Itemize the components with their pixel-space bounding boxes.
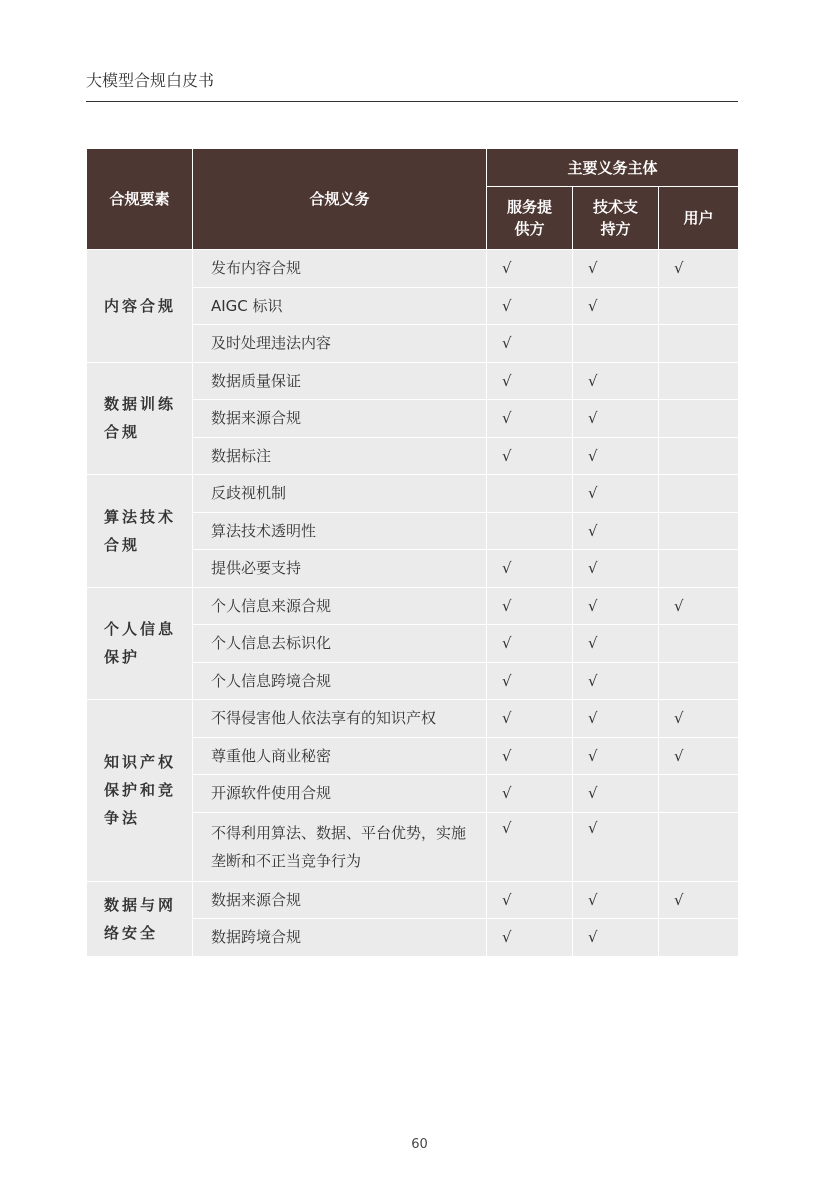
provider-check-cell: √ (487, 250, 573, 288)
obligation-cell: 提供必要支持 (193, 550, 487, 588)
obligation-cell: 不得侵害他人依法享有的知识产权 (193, 700, 487, 738)
table-row (87, 475, 739, 513)
tech-check-cell: √ (573, 662, 659, 700)
obligation-cell: 及时处理违法内容 (193, 325, 487, 363)
user-check-cell (659, 919, 739, 957)
user-check-cell (659, 362, 739, 400)
page-number: 60 (411, 1137, 428, 1152)
obligation-cell: 数据标注 (193, 437, 487, 475)
user-check-cell (659, 437, 739, 475)
compliance-element-cell: 内容合规 (87, 250, 193, 363)
obligation-cell: 数据来源合规 (193, 881, 487, 919)
table-row (87, 881, 739, 919)
table-row (87, 587, 739, 625)
provider-check-cell: √ (487, 362, 573, 400)
header-technical-supporter: 技术支持方 (573, 187, 659, 250)
tech-check-cell: √ (573, 775, 659, 813)
provider-check-cell (487, 475, 573, 513)
obligation-cell: 数据跨境合规 (193, 919, 487, 957)
obligation-cell: 个人信息跨境合规 (193, 662, 487, 700)
compliance-obligations-table (86, 148, 739, 957)
provider-check-cell: √ (487, 437, 573, 475)
table-row (87, 362, 739, 400)
provider-check-cell: √ (487, 737, 573, 775)
tech-check-cell: √ (573, 475, 659, 513)
obligation-cell: 发布内容合规 (193, 250, 487, 288)
tech-check-cell: √ (573, 625, 659, 663)
tech-check-cell: √ (573, 437, 659, 475)
tech-check-cell: √ (573, 250, 659, 288)
user-check-cell: √ (659, 881, 739, 919)
tech-check-cell: √ (573, 550, 659, 588)
obligation-cell: 开源软件使用合规 (193, 775, 487, 813)
provider-check-cell: √ (487, 662, 573, 700)
obligation-cell: 数据来源合规 (193, 400, 487, 438)
table-body (87, 250, 739, 957)
provider-check-cell: √ (487, 775, 573, 813)
user-check-cell (659, 325, 739, 363)
provider-check-cell: √ (487, 919, 573, 957)
tech-check-cell: √ (573, 400, 659, 438)
tech-check-cell: √ (573, 512, 659, 550)
user-check-cell (659, 400, 739, 438)
obligation-cell: 不得利用算法、数据、平台优势，实施垄断和不正当竞争行为 (193, 812, 487, 881)
user-check-cell (659, 775, 739, 813)
tech-check-cell: √ (573, 881, 659, 919)
tech-check-cell: √ (573, 919, 659, 957)
user-check-cell (659, 662, 739, 700)
table-row (87, 250, 739, 288)
tech-check-cell: √ (573, 587, 659, 625)
compliance-element-cell: 数据训练合规 (87, 362, 193, 475)
provider-check-cell: √ (487, 881, 573, 919)
header-user: 用户 (659, 187, 739, 250)
header-service-provider: 服务提供方 (487, 187, 573, 250)
provider-check-cell: √ (487, 550, 573, 588)
obligation-cell: 反歧视机制 (193, 475, 487, 513)
provider-check-cell: √ (487, 812, 573, 881)
provider-check-cell: √ (487, 325, 573, 363)
obligation-cell: 数据质量保证 (193, 362, 487, 400)
tech-check-cell: √ (573, 812, 659, 881)
obligation-cell: 个人信息去标识化 (193, 625, 487, 663)
user-check-cell: √ (659, 737, 739, 775)
header-main-obligation-subjects: 主要义务主体 (487, 149, 739, 187)
tech-check-cell (573, 325, 659, 363)
tech-check-cell: √ (573, 362, 659, 400)
provider-check-cell: √ (487, 700, 573, 738)
obligation-cell: 算法技术透明性 (193, 512, 487, 550)
header-compliance-obligation: 合规义务 (193, 149, 487, 250)
table-head (87, 149, 739, 250)
tech-check-cell: √ (573, 700, 659, 738)
user-check-cell (659, 812, 739, 881)
provider-check-cell (487, 512, 573, 550)
provider-check-cell: √ (487, 400, 573, 438)
compliance-element-cell: 算法技术合规 (87, 475, 193, 588)
user-check-cell (659, 287, 739, 325)
table-row (87, 700, 739, 738)
page-header-title: 大模型合规白皮书 (86, 68, 738, 102)
compliance-element-cell: 个人信息保护 (87, 587, 193, 700)
header-compliance-element: 合规要素 (87, 149, 193, 250)
obligation-cell: 尊重他人商业秘密 (193, 737, 487, 775)
provider-check-cell: √ (487, 287, 573, 325)
user-check-cell (659, 625, 739, 663)
tech-check-cell: √ (573, 287, 659, 325)
obligation-cell: AIGC 标识 (193, 287, 487, 325)
provider-check-cell: √ (487, 587, 573, 625)
user-check-cell: √ (659, 700, 739, 738)
user-check-cell (659, 550, 739, 588)
user-check-cell (659, 475, 739, 513)
user-check-cell: √ (659, 587, 739, 625)
provider-check-cell: √ (487, 625, 573, 663)
user-check-cell (659, 512, 739, 550)
compliance-element-cell: 知识产权保护和竞争法 (87, 700, 193, 882)
obligation-cell: 个人信息来源合规 (193, 587, 487, 625)
compliance-element-cell: 数据与网络安全 (87, 881, 193, 956)
user-check-cell: √ (659, 250, 739, 288)
tech-check-cell: √ (573, 737, 659, 775)
